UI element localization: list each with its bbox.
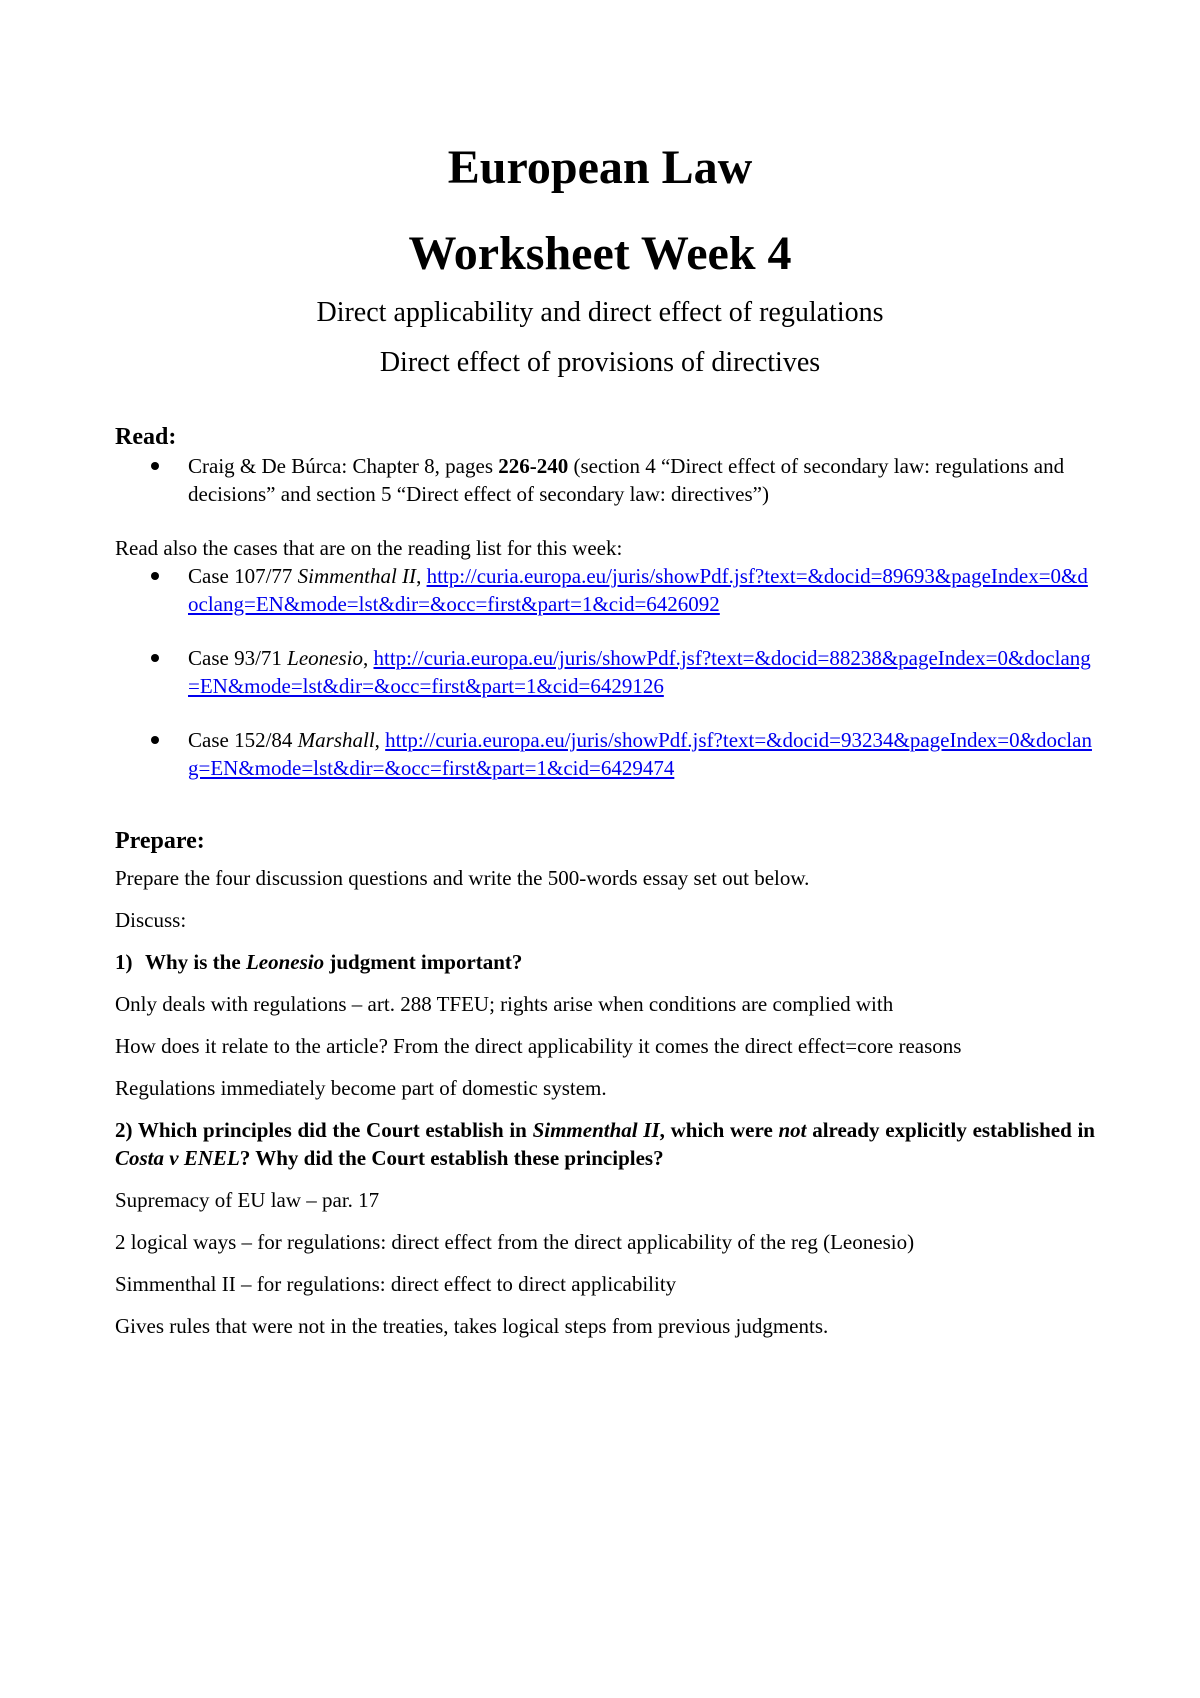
case-separator: , [374,728,386,752]
answer-line: How does it relate to the article? From the direct applicability it comes the direct effect=core reasons [115,1034,962,1058]
answer-line: Only deals with regulations – art. 288 TFEU; rights arise when conditions are complied with [115,992,894,1016]
question-number: 1) [115,950,133,974]
textbook-reference: Craig & De Búrca: Chapter 8, pages [188,454,499,478]
discuss-label: Discuss: [115,908,187,932]
case-item-marshall [115,726,1095,782]
prepare-heading: Prepare: [115,828,205,854]
question-text: , which were [659,1118,779,1142]
cases-intro: Read also the cases that are on the reading list for this week: [115,536,623,560]
case-separator: , [416,564,427,588]
question-case-name: Simmenthal II [532,1118,660,1142]
case-name: Marshall [297,728,375,752]
case-number: Case 152/84 [188,728,298,752]
question-case-name: Costa v ENEL [115,1146,240,1170]
topic-subtitle-1: Direct applicability and direct effect of regulations [316,297,884,328]
course-title: European Law [447,141,753,194]
bullet-icon [151,736,159,744]
case-link[interactable]: http://curia.europa.eu/juris/showPdf.jsf?text=&docid=93234&pageIndex=0&doclang=EN&mode=lst&dir=&occ=first&part=1&cid=6429474 [188,728,1092,780]
question-text: judgment important? [324,950,523,974]
answer-line: Simmenthal II – for regulations: direct effect to direct applicability [115,1272,677,1296]
answer-line: 2 logical ways – for regulations: direct effect from the direct applicability of the reg (Leonesio) [115,1230,915,1254]
document-body [115,422,1095,1340]
answer-line: Regulations immediately become part of domestic system. [115,1076,607,1100]
question-case-name: Leonesio [245,950,325,974]
answer-line: Gives rules that were not in the treaties, takes logical steps from previous judgments. [115,1314,829,1338]
document-header [0,140,1200,380]
case-link[interactable]: http://curia.europa.eu/juris/showPdf.jsf?text=&docid=89693&pageIndex=0&doclang=EN&mode=lst&dir=&occ=first&part=1&cid=6426092 [188,564,1088,616]
case-list [115,562,1095,782]
bullet-icon [151,654,159,662]
case-item-leonesio [115,644,1095,700]
list-item [115,452,1095,508]
question-text: Which principles did the Court establish in [132,1118,533,1142]
textbook-list [115,452,1095,508]
textbook-sections: (section 4 “Direct effect of secondary law: regulations and decisions” and section 5 “Direct effect of secondary law: directives”) [188,454,1065,506]
topic-subtitle-2: Direct effect of provisions of directives [379,347,821,378]
question-2 [115,1116,1095,1172]
case-item-simmenthal [115,562,1095,618]
case-number: Case 107/77 [188,564,298,588]
case-number: Case 93/71 [188,646,288,670]
question-emphasis: not [778,1118,807,1142]
case-name: Simmenthal II [297,564,417,588]
case-separator: , [362,646,374,670]
bullet-icon [151,572,159,580]
bullet-icon [151,462,159,470]
question-number: 2) [115,1118,133,1142]
question-text: Why is the [145,950,246,974]
textbook-pages: 226-240 [498,454,569,478]
worksheet-title: Worksheet Week 4 [408,227,792,280]
answer-line: Supremacy of EU law – par. 17 [115,1188,380,1212]
question-text: already explicitly established in [806,1118,1095,1142]
case-link[interactable]: http://curia.europa.eu/juris/showPdf.jsf?text=&docid=88238&pageIndex=0&doclang=EN&mode=lst&dir=&occ=first&part=1&cid=6429126 [188,646,1091,698]
read-heading: Read: [115,424,177,450]
question-1 [115,948,1095,976]
prepare-intro: Prepare the four discussion questions and write the 500-words essay set out below. [115,866,810,890]
question-text: ? Why did the Court establish these principles? [239,1146,664,1170]
case-name: Leonesio [287,646,363,670]
